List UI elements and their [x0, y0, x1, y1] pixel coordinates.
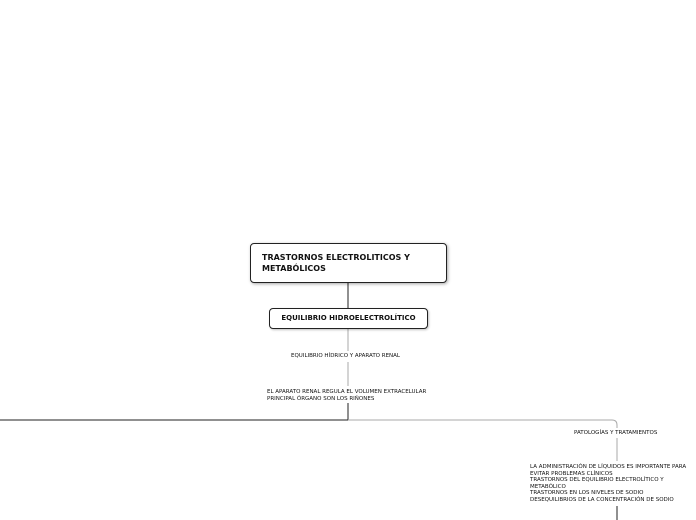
subtopic-admin-line1: LA ADMINISTRACIÓN DE LÍQUIDOS ES IMPORTANTE PARA	[530, 464, 687, 470]
subtopic-admin-line6: DESEQUILIBRIOS DE LA CONCENTRACIÓN DE SODIO	[530, 496, 674, 503]
subtopic-patologias-text: PATOLOGÍAS Y TRATAMIENTOS	[574, 430, 658, 436]
connector-branch-right	[348, 420, 617, 428]
root-topic-title: TRASTORNOS ELECTROLITICOS Y METABÓLICOS	[262, 253, 410, 273]
main-topic-node[interactable]	[269, 308, 428, 329]
subtopic-agua-text: EQUILIBRIO HÍDRICO Y APARATO RENAL	[291, 353, 400, 359]
subtopic-admin-line4: METABÓLICO	[530, 483, 566, 490]
subtopic-agua-node[interactable]	[291, 353, 400, 360]
subtopic-renal-line1: EL APARATO RENAL REGULA EL VOLUMEN EXTRACELULAR	[267, 389, 427, 395]
subtopic-renal-node[interactable]	[267, 389, 426, 402]
subtopic-admin-line2: EVITAR PROBLEMAS CLÍNICOS	[530, 470, 613, 477]
subtopic-renal-line2: PRINCIPAL ÓRGANO SON LOS RIÑONES	[267, 395, 375, 402]
subtopic-patologias-node[interactable]	[574, 430, 657, 437]
subtopic-admin-node[interactable]	[530, 464, 686, 504]
subtopic-admin-line3: TRASTORNOS DEL EQUILIBRIO ELECTROLÍTICO Y	[530, 477, 664, 484]
subtopic-admin-line5: TRASTORNOS EN LOS NIVELES DE SODIO	[530, 490, 644, 497]
root-topic-node[interactable]	[250, 243, 447, 283]
main-topic-title: EQUILIBRIO HIDROELECTROLÍTICO	[281, 314, 416, 322]
